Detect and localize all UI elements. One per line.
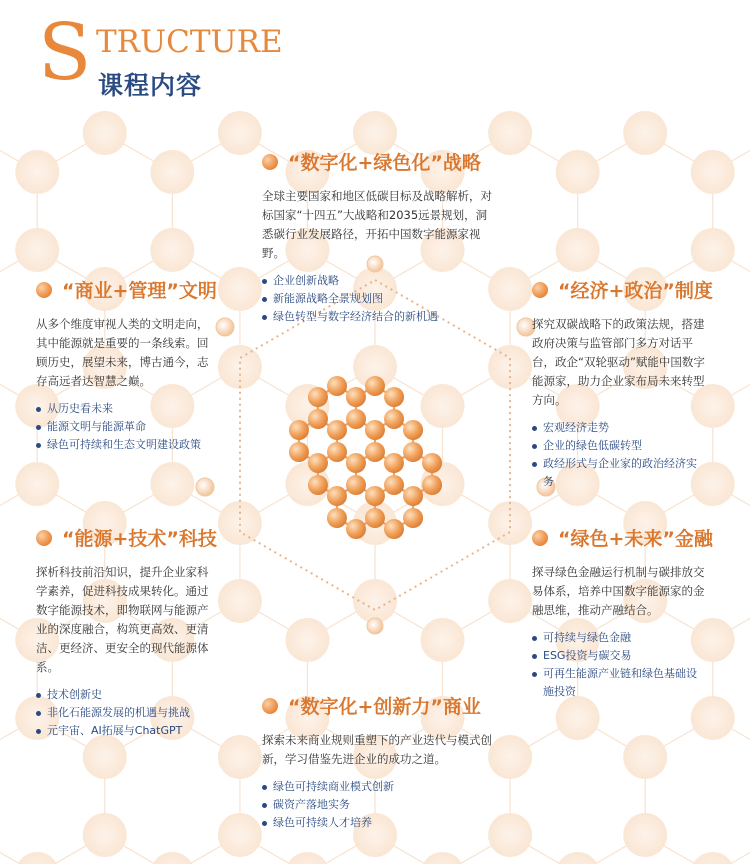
topic-item: 可再生能源产业链和绿色基础设施投资 <box>532 665 707 701</box>
topic-item: 元宇宙、AI拓展与ChatGPT <box>36 722 214 740</box>
molecule-atom <box>308 475 328 495</box>
molecule-atom <box>384 475 404 495</box>
topic-list <box>36 400 216 454</box>
background-node <box>218 579 262 623</box>
background-node <box>83 111 127 155</box>
background-node <box>691 150 735 194</box>
molecule-atom <box>365 376 385 396</box>
background-node <box>488 579 532 623</box>
background-node <box>691 696 735 740</box>
bullet-dot-icon <box>262 698 278 714</box>
topic-list <box>262 272 492 326</box>
molecule-atom <box>308 453 328 473</box>
background-node <box>218 813 262 857</box>
background-node <box>150 150 194 194</box>
topic-item: 碳资产落地实务 <box>262 796 492 814</box>
background-node <box>15 462 59 506</box>
section-title: “绿色+未来”金融 <box>532 524 707 551</box>
molecule-atom <box>422 475 442 495</box>
section-title: “经济+政治”制度 <box>532 276 707 303</box>
topic-item: 绿色可持续和生态文明建设政策 <box>36 436 216 454</box>
background-node <box>150 228 194 272</box>
section-energy-technology <box>36 524 217 740</box>
background-node <box>150 852 194 864</box>
background-node <box>285 618 329 662</box>
bullet-dot-icon <box>36 282 52 298</box>
section-title: “数字化+创新力”商业 <box>262 692 492 719</box>
molecule-atom <box>403 442 423 462</box>
background-node <box>488 111 532 155</box>
topic-item: 政经形式与企业家的政治经济实务 <box>532 455 707 491</box>
section-description: 探寻绿色金融运行机制与碳排放交易体系，培养中国数字能源家的金融思维，推动产融结合。 <box>532 565 705 617</box>
molecule-atom <box>346 409 366 429</box>
background-node <box>218 735 262 779</box>
molecule-atom <box>365 508 385 528</box>
topic-item: 新能源战略全景规划图 <box>262 290 492 308</box>
molecule-atom <box>308 409 328 429</box>
topic-list <box>262 778 492 832</box>
background-node <box>285 852 329 864</box>
header-big-letter: S <box>38 8 92 98</box>
background-node <box>15 228 59 272</box>
molecule-atom <box>403 508 423 528</box>
molecule-atom <box>327 420 347 440</box>
molecule-atom <box>308 387 328 407</box>
bullet-dot-icon <box>36 530 52 546</box>
background-node <box>488 267 532 311</box>
background-node <box>556 228 600 272</box>
background-node <box>488 501 532 545</box>
bullet-dot-icon <box>532 282 548 298</box>
topic-item: 绿色可持续商业模式创新 <box>262 778 492 796</box>
molecule-atom <box>365 420 385 440</box>
background-node <box>83 735 127 779</box>
background-node <box>15 852 59 864</box>
background-node <box>150 462 194 506</box>
section-description: 探索未来商业规则重塑下的产业迭代与模式创新，学习借鉴先进企业的成功之道。 <box>262 733 492 766</box>
section-title: “商业+管理”文明 <box>36 276 216 303</box>
background-node <box>623 111 667 155</box>
molecule-atom <box>384 387 404 407</box>
topic-item: 企业的绿色低碳转型 <box>532 437 707 455</box>
section-green-finance <box>532 524 713 701</box>
section-title: “数字化+绿色化”战略 <box>262 148 492 175</box>
background-node <box>691 228 735 272</box>
bullet-dot-icon <box>262 154 278 170</box>
topic-item: 可持续与绿色金融 <box>532 629 707 647</box>
molecule-atom <box>422 453 442 473</box>
molecule-atom <box>327 508 347 528</box>
section-title: “能源+技术”科技 <box>36 524 214 551</box>
section-description: 探析科技前沿知识，提升企业家科学素养，促进科技成果转化。通过数字能源技术，即物联网与能源产业的深度融合，构筑更高效、更清洁、更经济、更安全的现代能源体系。 <box>36 565 209 674</box>
background-node <box>218 345 262 389</box>
molecule-atom <box>327 442 347 462</box>
topic-item: 绿色转型与数字经济结合的新机遇 <box>262 308 492 326</box>
molecule-atom <box>403 420 423 440</box>
molecule-atom <box>346 475 366 495</box>
section-economy-politics <box>532 276 713 491</box>
topic-list <box>532 419 707 491</box>
molecule-atom <box>403 486 423 506</box>
section-business-management <box>36 276 216 454</box>
background-node <box>488 735 532 779</box>
background-node <box>353 579 397 623</box>
topic-item: 企业创新战略 <box>262 272 492 290</box>
background-node <box>218 267 262 311</box>
topic-item: 能源文明与能源革命 <box>36 418 216 436</box>
molecule-atom <box>289 420 309 440</box>
background-node <box>623 735 667 779</box>
page-title: 课程内容 <box>98 71 203 100</box>
background-node <box>488 813 532 857</box>
topic-item: 宏观经济走势 <box>532 419 707 437</box>
section-description: 探究双碳战略下的政策法规，搭建政府决策与监管部门多方对话平台，政企“双轮驱动”赋能中国数字能源家，助力企业家布局未来转型方向。 <box>532 317 705 407</box>
topic-item: ESG投资与碳交易 <box>532 647 707 665</box>
molecule-atom <box>384 453 404 473</box>
topic-list <box>532 629 707 701</box>
background-node <box>421 618 465 662</box>
background-node <box>623 813 667 857</box>
molecule-atom <box>365 442 385 462</box>
section-digital-green-strategy <box>262 148 492 326</box>
topic-list <box>36 686 214 740</box>
molecule-atom <box>346 519 366 539</box>
section-digital-innovation-business <box>262 692 492 832</box>
section-description: 全球主要国家和地区低碳目标及战略解析，对标国家“十四五”大战略和2035远景规划，洞悉碳行业发展路径，开拓中国数字能源家视野。 <box>262 189 492 260</box>
background-node <box>218 111 262 155</box>
molecule-atom <box>365 486 385 506</box>
topic-item: 从历史看未来 <box>36 400 216 418</box>
molecule-atom <box>346 387 366 407</box>
background-node <box>421 852 465 864</box>
molecule-atom <box>327 376 347 396</box>
topic-item: 绿色可持续人才培养 <box>262 814 492 832</box>
molecule-atom <box>384 409 404 429</box>
molecule-atom <box>384 519 404 539</box>
background-node <box>556 696 600 740</box>
background-node <box>421 384 465 428</box>
molecule-atom <box>327 486 347 506</box>
molecule-atom <box>289 442 309 462</box>
section-description: 从多个维度审视人类的文明走向，其中能源就是重要的一条线索。回顾历史，展望未来，博古通今，志存高远者达智慧之巅。 <box>36 317 209 388</box>
topic-item: 非化石能源发展的机遇与挑战 <box>36 704 214 722</box>
background-node <box>556 150 600 194</box>
bullet-dot-icon <box>532 530 548 546</box>
molecule-atom <box>346 453 366 473</box>
header-word: TRUCTURE <box>96 24 283 60</box>
topic-item: 技术创新史 <box>36 686 214 704</box>
background-node <box>83 813 127 857</box>
background-node <box>691 852 735 864</box>
background-node <box>15 150 59 194</box>
background-node <box>556 852 600 864</box>
